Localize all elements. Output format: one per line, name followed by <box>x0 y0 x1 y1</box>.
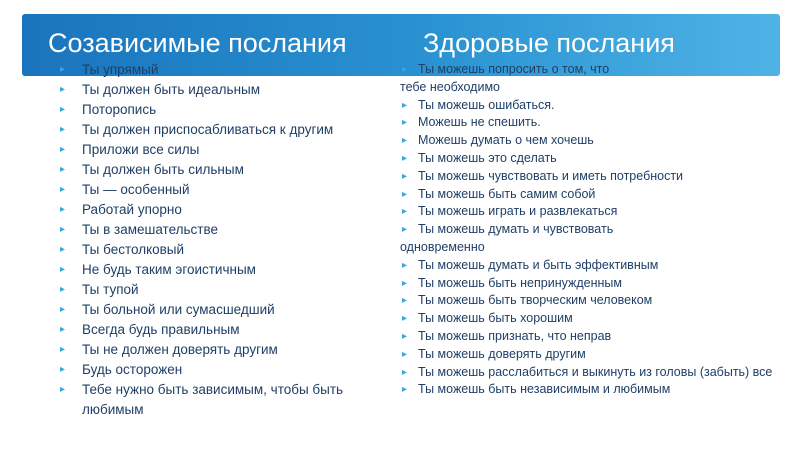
list-item-text: Поторопись <box>82 102 157 117</box>
list-item-text: Ты можешь признать, что неправ <box>418 328 612 343</box>
list-item <box>400 257 780 275</box>
list-item <box>60 100 400 120</box>
list-item-text: Приложи все силы <box>82 142 200 157</box>
list-item-text: Ты тупой <box>82 282 139 297</box>
list-item <box>60 280 400 300</box>
triangle-bullet-icon: ▸ <box>60 84 66 95</box>
list-item <box>400 381 780 399</box>
triangle-bullet-icon: ▸ <box>60 304 66 315</box>
list-item-text: Ты можешь попросить о том, что <box>418 62 610 76</box>
list-item <box>60 380 400 420</box>
list-item-continuation: одновременно <box>400 239 485 254</box>
triangle-bullet-icon: ▸ <box>402 170 408 182</box>
list-item-text: Ты можешь расслабиться и выкинуть из головы (забыть) все <box>418 364 773 379</box>
list-item <box>60 360 400 380</box>
list-item-text: Всегда будь правильным <box>82 322 240 337</box>
triangle-bullet-icon: ▸ <box>402 152 408 164</box>
list-item <box>400 168 780 186</box>
list-item-text: Не будь таким эгоистичным <box>82 262 256 277</box>
triangle-bullet-icon: ▸ <box>402 64 408 75</box>
list-item-text: Ты можешь думать и быть эффективным <box>418 257 659 272</box>
triangle-bullet-icon: ▸ <box>402 384 408 396</box>
list-item <box>60 140 400 160</box>
list-item <box>60 180 400 200</box>
triangle-bullet-icon: ▸ <box>402 259 408 271</box>
list-item-text: Можешь думать о чем хочешь <box>418 133 594 148</box>
triangle-bullet-icon: ▸ <box>402 206 408 218</box>
triangle-bullet-icon: ▸ <box>60 384 66 395</box>
list-item-text: Ты можешь быть хорошим <box>418 311 573 326</box>
triangle-bullet-icon: ▸ <box>60 244 66 255</box>
triangle-bullet-icon: ▸ <box>60 144 66 155</box>
list-item-text: Ты можешь быть самим собой <box>418 186 596 201</box>
list-item-text: Ты можешь играть и развлекаться <box>418 204 618 219</box>
left-column-title: Созависимые послания <box>48 28 347 58</box>
list-item <box>400 61 780 97</box>
list-item <box>400 364 780 382</box>
list-item <box>60 260 400 280</box>
list-item <box>60 160 400 180</box>
triangle-bullet-icon: ▸ <box>60 124 66 135</box>
triangle-bullet-icon: ▸ <box>60 184 66 195</box>
list-item-continuation: тебе необходимо <box>400 79 500 94</box>
list-item-text: Ты должен быть идеальным <box>82 82 261 97</box>
list-item-text: Ты в замешательстве <box>82 222 219 237</box>
list-item-text: Ты можешь ошибаться. <box>418 97 555 112</box>
triangle-bullet-icon: ▸ <box>60 164 66 175</box>
triangle-bullet-icon: ▸ <box>402 135 408 147</box>
list-item <box>60 60 400 80</box>
triangle-bullet-icon: ▸ <box>402 348 408 360</box>
codependent-messages-list <box>60 60 400 420</box>
list-item <box>60 200 400 220</box>
triangle-bullet-icon: ▸ <box>60 64 66 75</box>
list-item <box>60 120 400 140</box>
list-item-text: Ты можешь чувствовать и иметь потребности <box>418 168 684 183</box>
healthy-messages-list <box>400 61 780 399</box>
list-item-text: Ты бестолковый <box>82 242 185 257</box>
triangle-bullet-icon: ▸ <box>402 188 408 200</box>
triangle-bullet-icon: ▸ <box>402 313 408 325</box>
list-item <box>400 97 780 115</box>
list-item <box>400 292 780 310</box>
triangle-bullet-icon: ▸ <box>60 204 66 215</box>
list-item-text: Ты должен приспосабливаться к другим <box>82 122 334 137</box>
list-item-text: Тебе нужно быть зависимым, чтобы быть любимым <box>82 382 344 417</box>
list-item-text: Ты можешь думать и чувствовать <box>418 222 614 237</box>
list-item-text: Будь осторожен <box>82 362 183 377</box>
triangle-bullet-icon: ▸ <box>402 295 408 307</box>
list-item <box>400 186 780 204</box>
triangle-bullet-icon: ▸ <box>60 104 66 115</box>
triangle-bullet-icon: ▸ <box>402 330 408 342</box>
list-item <box>400 114 780 132</box>
triangle-bullet-icon: ▸ <box>402 117 408 129</box>
triangle-bullet-icon: ▸ <box>60 324 66 335</box>
list-item-text: Ты — особенный <box>82 182 190 197</box>
list-item <box>400 132 780 150</box>
triangle-bullet-icon: ▸ <box>60 364 66 375</box>
triangle-bullet-icon: ▸ <box>60 344 66 355</box>
list-item-text: Можешь не спешить. <box>418 115 541 130</box>
list-item-text: Ты можешь это сделать <box>418 150 557 165</box>
triangle-bullet-icon: ▸ <box>60 264 66 275</box>
list-item <box>60 320 400 340</box>
list-item <box>400 328 780 346</box>
list-item-text: Ты больной или сумасшедший <box>82 302 275 317</box>
list-item-text: Ты можешь доверять другим <box>418 346 586 361</box>
triangle-bullet-icon: ▸ <box>402 224 408 236</box>
list-item <box>400 221 780 257</box>
list-item <box>60 80 400 100</box>
list-item <box>400 150 780 168</box>
list-item <box>400 310 780 328</box>
right-column-title: Здоровые послания <box>423 28 675 58</box>
list-item <box>60 240 400 260</box>
list-item <box>400 203 780 221</box>
list-item <box>400 275 780 293</box>
list-item <box>60 220 400 240</box>
triangle-bullet-icon: ▸ <box>60 284 66 295</box>
list-item-text: Работай упорно <box>82 202 182 217</box>
triangle-bullet-icon: ▸ <box>402 277 408 289</box>
list-item <box>60 340 400 360</box>
list-item <box>400 346 780 364</box>
list-item-text: Ты упрямый <box>82 62 159 77</box>
list-item-text: Ты не должен доверять другим <box>82 342 278 357</box>
triangle-bullet-icon: ▸ <box>60 224 66 235</box>
list-item-text: Ты должен быть сильным <box>82 162 244 177</box>
list-item-text: Ты можешь быть творческим человеком <box>418 293 653 308</box>
triangle-bullet-icon: ▸ <box>402 99 408 111</box>
list-item-text: Ты можешь быть непринужденным <box>418 275 622 290</box>
triangle-bullet-icon: ▸ <box>402 366 408 378</box>
list-item-text: Ты можешь быть независимым и любимым <box>418 382 671 397</box>
list-item <box>60 300 400 320</box>
